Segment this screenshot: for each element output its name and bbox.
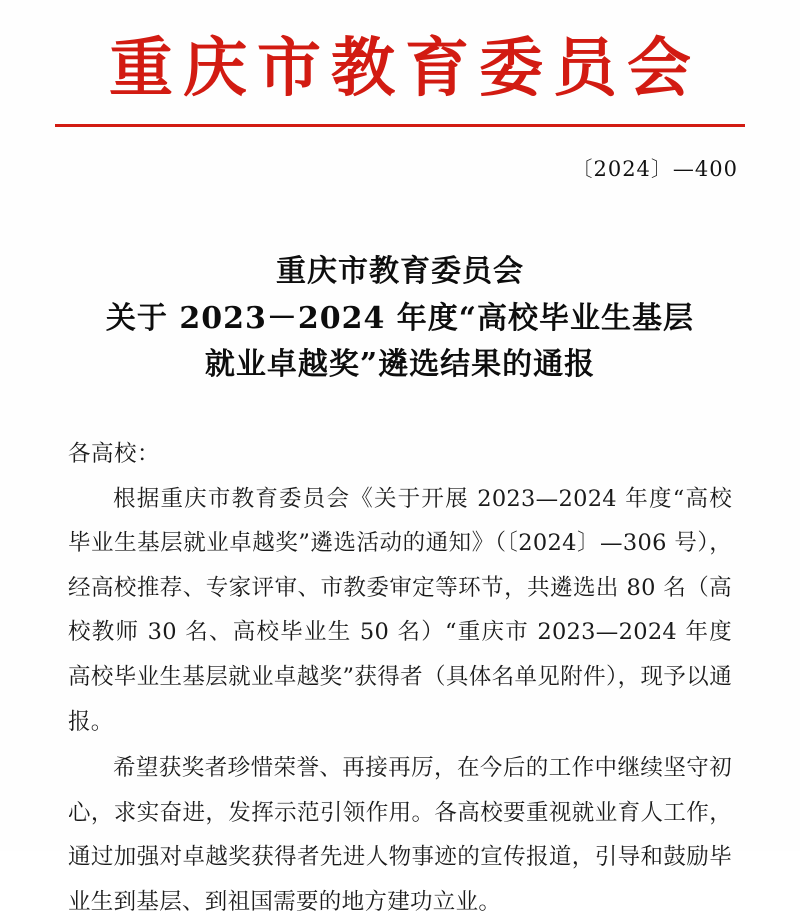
document-body <box>0 433 800 924</box>
masthead-divider <box>55 124 745 127</box>
body-paragraph-1: 根据重庆市教育委员会《关于开展 2023—2024 年度“高校毕业生基层就业卓越奖”遴选活动的通知》（〔2024〕—306 号），经高校推荐、专家评审、市教委审定等环节，共遴选出 80 名（高校教师 30 名、高校毕业生 50 名）“重庆市 2023—2024 年度高校毕业生基层就业卓越奖”获得者（具体名单见附件），现予以通报。 <box>68 485 732 735</box>
title-line-1: 重庆市教育委员会 <box>276 254 524 290</box>
body-paragraph-2: 希望获奖者珍惜荣誉、再接再厉，在今后的工作中继续坚守初心，求实奋进，发挥示范引领作用。各高校要重视就业育人工作，通过加强对卓越奖获得者先进人物事迹的宣传报道，引导和鼓励毕业生到基层、到祖国需要的地方建功立业。 <box>68 755 732 915</box>
title-line-3: 就业卓越奖”遴选结果的通报 <box>204 347 596 383</box>
document-title <box>0 249 800 389</box>
document-number: 〔2024〕—400 <box>571 157 738 182</box>
salutation: 各高校： <box>68 440 161 467</box>
masthead <box>0 0 800 127</box>
masthead-title: 重庆市教育委员会 <box>109 31 701 106</box>
title-line-2: 关于 2023－2024 年度“高校毕业生基层 <box>105 300 695 336</box>
document-number-row <box>0 153 800 183</box>
